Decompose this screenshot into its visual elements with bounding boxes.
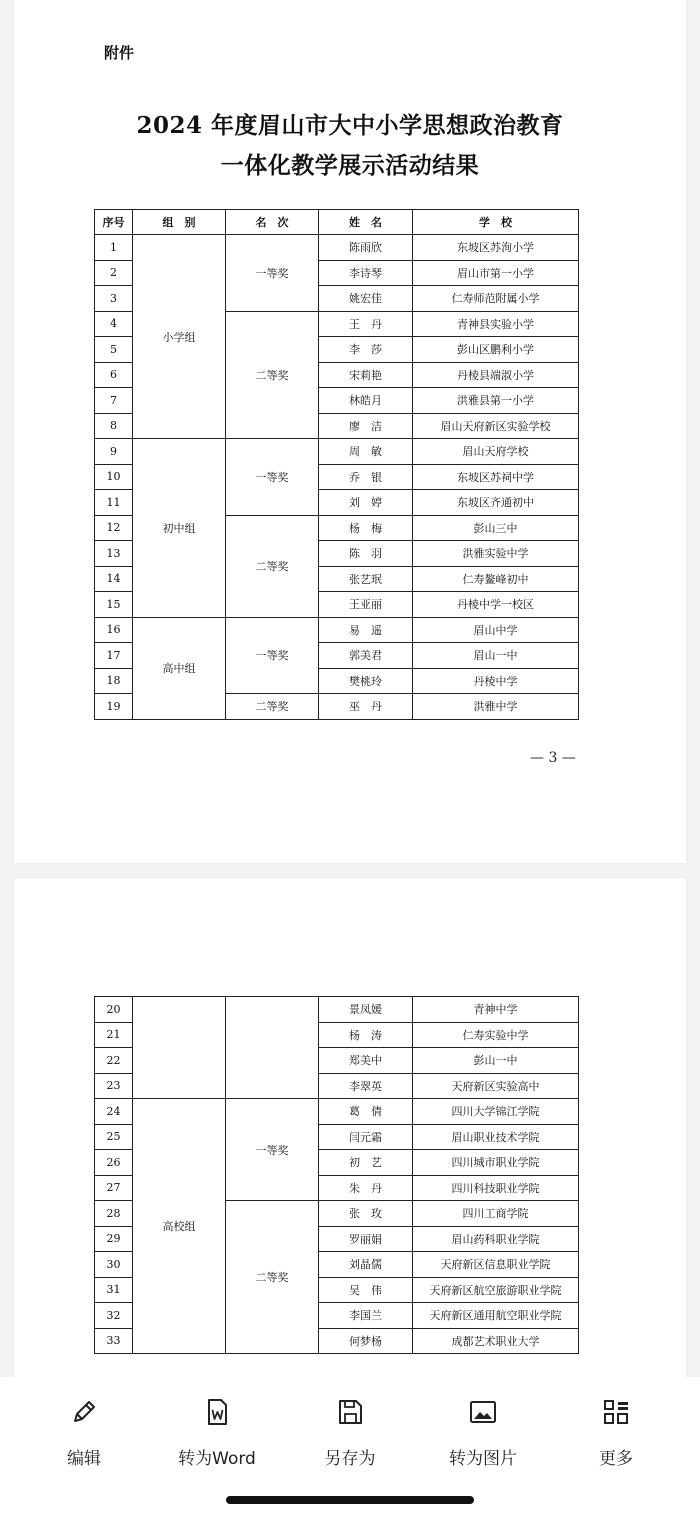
row-index: 12: [95, 515, 133, 541]
row-index: 7: [95, 388, 133, 414]
row-school: 成都艺术职业大学: [413, 1328, 579, 1354]
row-index: 13: [95, 541, 133, 567]
save-as-label: 另存为: [324, 1449, 376, 1469]
row-index: 4: [95, 311, 133, 337]
row-index: 17: [95, 643, 133, 669]
row-index: 3: [95, 286, 133, 312]
row-name: 李 莎: [319, 337, 413, 363]
award-cell-continued: [226, 997, 319, 1099]
row-index: 16: [95, 617, 133, 643]
convert-to-image-label: 转为图片: [449, 1449, 517, 1469]
page-number: — 3 —: [530, 750, 576, 766]
award-cell: 一等奖: [226, 235, 319, 312]
row-index: 30: [95, 1252, 133, 1278]
grid-more-icon: [601, 1397, 631, 1427]
row-name: 易 遥: [319, 617, 413, 643]
award-cell: 二等奖: [226, 1201, 319, 1354]
row-name: 陈 羽: [319, 541, 413, 567]
header-group: 组 别: [133, 210, 226, 235]
row-index: 25: [95, 1124, 133, 1150]
row-school: 四川大学锦江学院: [413, 1099, 579, 1125]
row-index: 32: [95, 1303, 133, 1329]
row-index: 14: [95, 566, 133, 592]
row-school: 丹棱中学一校区: [413, 592, 579, 618]
row-school: 眉山职业技术学院: [413, 1124, 579, 1150]
award-cell: 二等奖: [226, 694, 319, 720]
row-school: 四川工商学院: [413, 1201, 579, 1227]
pencil-icon: [69, 1397, 99, 1427]
home-indicator[interactable]: [226, 1496, 474, 1504]
header-name: 姓 名: [319, 210, 413, 235]
bottom-toolbar: [0, 1377, 700, 1517]
row-index: 26: [95, 1150, 133, 1176]
row-name: 巫 丹: [319, 694, 413, 720]
row-name: 吴 伟: [319, 1277, 413, 1303]
row-name: 刘晶儒: [319, 1252, 413, 1278]
row-name: 刘 婷: [319, 490, 413, 516]
row-school: 青神中学: [413, 997, 579, 1023]
results-table-part-1: [94, 209, 579, 720]
row-index: 20: [95, 997, 133, 1023]
row-school: 四川城市职业学院: [413, 1150, 579, 1176]
row-school: 眉山天府新区实验学校: [413, 413, 579, 439]
save-icon: [335, 1397, 365, 1427]
edit-button[interactable]: [29, 1397, 139, 1469]
row-school: 眉山一中: [413, 643, 579, 669]
header-school: 学 校: [413, 210, 579, 235]
row-school: 彭山区鹏利小学: [413, 337, 579, 363]
row-index: 31: [95, 1277, 133, 1303]
header-index: 序号: [95, 210, 133, 235]
row-index: 8: [95, 413, 133, 439]
award-cell: 一等奖: [226, 617, 319, 694]
row-index: 27: [95, 1175, 133, 1201]
row-school: 丹棱县端淑小学: [413, 362, 579, 388]
row-index: 23: [95, 1073, 133, 1099]
table-row: [95, 617, 579, 643]
more-label: 更多: [599, 1449, 633, 1469]
save-as-button[interactable]: [295, 1397, 405, 1469]
row-school: 天府新区通用航空职业学院: [413, 1303, 579, 1329]
row-name: 李国兰: [319, 1303, 413, 1329]
row-name: 王 丹: [319, 311, 413, 337]
row-index: 22: [95, 1048, 133, 1074]
row-school: 天府新区信息职业学院: [413, 1252, 579, 1278]
row-name: 林皓月: [319, 388, 413, 414]
image-icon: [468, 1397, 498, 1427]
row-school: 洪雅县第一小学: [413, 388, 579, 414]
row-school: 彭山一中: [413, 1048, 579, 1074]
group-cell: 初中组: [133, 439, 226, 618]
row-school: 天府新区实验高中: [413, 1073, 579, 1099]
row-index: 33: [95, 1328, 133, 1354]
edit-button-label: 编辑: [67, 1449, 101, 1469]
convert-to-image-button[interactable]: [428, 1397, 538, 1469]
row-name: 葛 倩: [319, 1099, 413, 1125]
group-cell-continued: [133, 997, 226, 1099]
row-index: 2: [95, 260, 133, 286]
row-name: 张 玫: [319, 1201, 413, 1227]
row-index: 18: [95, 668, 133, 694]
table-row: [95, 235, 579, 261]
row-name: 周 敏: [319, 439, 413, 465]
table-row: [95, 439, 579, 465]
row-name: 王亚丽: [319, 592, 413, 618]
row-name: 陈雨欣: [319, 235, 413, 261]
row-index: 29: [95, 1226, 133, 1252]
row-index: 9: [95, 439, 133, 465]
table-row: [95, 1099, 579, 1125]
row-index: 6: [95, 362, 133, 388]
row-name: 廖 洁: [319, 413, 413, 439]
group-cell: 小学组: [133, 235, 226, 439]
row-index: 21: [95, 1022, 133, 1048]
row-name: 李诗琴: [319, 260, 413, 286]
row-school: 东坡区齐通初中: [413, 490, 579, 516]
award-cell: 二等奖: [226, 311, 319, 439]
row-name: 罗丽娟: [319, 1226, 413, 1252]
row-school: 丹棱中学: [413, 668, 579, 694]
row-name: 樊桃玲: [319, 668, 413, 694]
row-school: 东坡区苏祠中学: [413, 464, 579, 490]
row-index: 19: [95, 694, 133, 720]
row-name: 杨 涛: [319, 1022, 413, 1048]
row-school: 洪雅中学: [413, 694, 579, 720]
attachment-label: 附件: [104, 44, 135, 62]
award-cell: 二等奖: [226, 515, 319, 617]
row-school: 四川科技职业学院: [413, 1175, 579, 1201]
row-school: 眉山药科职业学院: [413, 1226, 579, 1252]
row-name: 张艺珉: [319, 566, 413, 592]
document-title-line-2: 一体化教学展示活动结果: [220, 152, 480, 179]
award-cell: 一等奖: [226, 1099, 319, 1201]
row-index: 11: [95, 490, 133, 516]
more-button[interactable]: [561, 1397, 671, 1469]
row-school: 仁寿实验中学: [413, 1022, 579, 1048]
convert-to-word-label: 转为Word: [178, 1449, 256, 1469]
row-school: 仁寿师范附属小学: [413, 286, 579, 312]
document-title-line-1: 2024 年度眉山市大中小学思想政治教育: [136, 112, 564, 139]
row-index: 10: [95, 464, 133, 490]
row-school: 洪雅实验中学: [413, 541, 579, 567]
row-name: 宋莉艳: [319, 362, 413, 388]
row-name: 李翠英: [319, 1073, 413, 1099]
row-index: 24: [95, 1099, 133, 1125]
row-index: 1: [95, 235, 133, 261]
row-name: 杨 梅: [319, 515, 413, 541]
row-name: 景凤媛: [319, 997, 413, 1023]
row-index: 15: [95, 592, 133, 618]
row-school: 眉山天府学校: [413, 439, 579, 465]
row-index: 28: [95, 1201, 133, 1227]
results-table-part-2: [94, 996, 579, 1354]
row-name: 乔 银: [319, 464, 413, 490]
row-school: 眉山中学: [413, 617, 579, 643]
row-school: 彭山三中: [413, 515, 579, 541]
table-header-row: [95, 210, 579, 235]
row-school: 眉山市第一小学: [413, 260, 579, 286]
row-name: 何梦杨: [319, 1328, 413, 1354]
row-name: 闫元霜: [319, 1124, 413, 1150]
word-icon: [202, 1397, 232, 1427]
row-index: 5: [95, 337, 133, 363]
row-school: 仁寿鳌峰初中: [413, 566, 579, 592]
table-row: [95, 997, 579, 1023]
row-school: 青神县实验小学: [413, 311, 579, 337]
row-name: 郑美中: [319, 1048, 413, 1074]
header-rank: 名 次: [226, 210, 319, 235]
award-cell: 一等奖: [226, 439, 319, 516]
row-name: 朱 丹: [319, 1175, 413, 1201]
convert-to-word-button[interactable]: [162, 1397, 272, 1469]
row-name: 初 艺: [319, 1150, 413, 1176]
row-school: 天府新区航空旅游职业学院: [413, 1277, 579, 1303]
row-name: 郭美君: [319, 643, 413, 669]
row-name: 姚宏佳: [319, 286, 413, 312]
row-school: 东坡区苏洵小学: [413, 235, 579, 261]
group-cell: 高中组: [133, 617, 226, 719]
group-cell: 高校组: [133, 1099, 226, 1354]
